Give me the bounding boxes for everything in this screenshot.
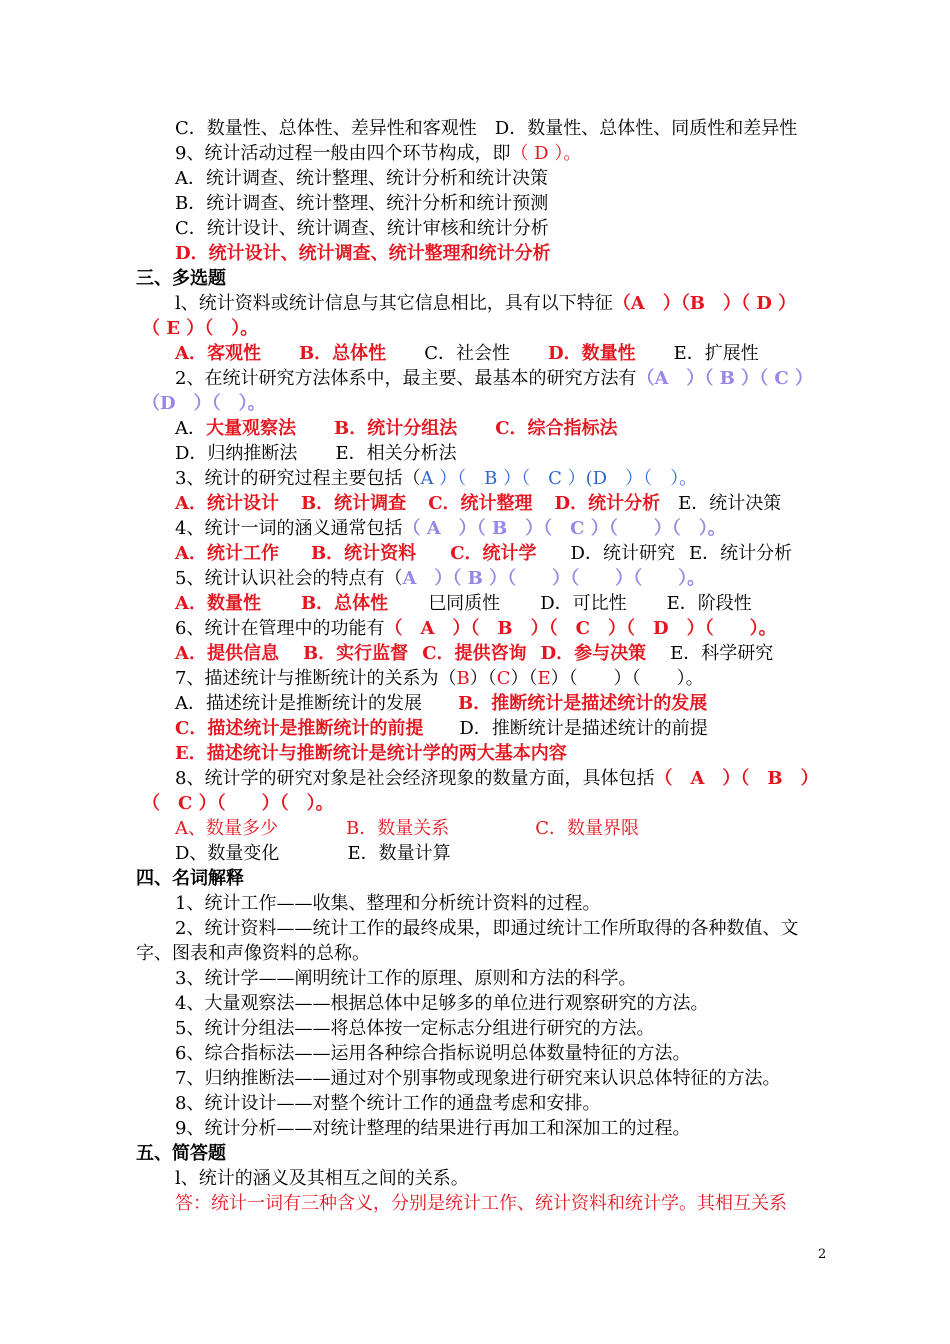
term-1: 1、统计工作——收集、整理和分析统计资料的过程。: [175, 893, 601, 914]
m7-stem: 7、描述统计与推断统计的关系为（B）（C）（E）（ ）（ ）。: [175, 668, 704, 689]
m7-option-e: E．描述统计与推断统计是统计学的两大基本内容: [175, 743, 567, 764]
m8-options-2: D、数量变化 E．数量计算: [175, 843, 451, 864]
q9-option-d: D．统计设计、统计调查、统计整理和统计分析: [175, 243, 551, 264]
q9-stem: 9、统计活动过程一般由四个环节构成，即（ D ）。: [175, 143, 582, 164]
q9-option-b: B．统计调查、统计整理、统汁分析和统计预测: [175, 193, 549, 214]
section-4-title: 四、名词解释: [136, 868, 244, 889]
m4-options: A．统计工作 B．统计资料 C．统计学 D．统计研究 E．统计分析: [175, 543, 793, 564]
q9-answer: （ D ）。: [510, 143, 582, 164]
s1-answer: 答：统计一词有三种含义，分别是统计工作、统计资料和统计学。其相互关系: [175, 1193, 787, 1214]
term-2-cont: 字、图表和声像资料的总称。: [136, 943, 370, 964]
m6-options: A．提供信息 B．实行监督 C．提供咨询 D．参与决策 E．科学研究: [175, 643, 774, 664]
term-5: 5、统计分组法——将总体按一定标志分组进行研究的方法。: [175, 1018, 655, 1039]
m7-options-cd: C．描述统计是推断统计的前提 D．推断统计是描述统计的前提: [175, 718, 708, 739]
m7-options-ab: A．描述统计是推断统计的发展 B．推断统计是描述统计的发展: [175, 693, 708, 714]
term-9: 9、统计分析——对统计整理的结果进行再加工和深加工的过程。: [175, 1118, 691, 1139]
q8-options-cd: C．数量性、总体性、差异性和客观性 D．数量性、总体性、同质性和差异性: [175, 118, 798, 139]
page-number: 2: [818, 1247, 827, 1262]
term-7: 7、归纳推断法——通过对个别事物或现象进行研究来认识总体特征的方法。: [175, 1068, 781, 1089]
m8-stem: 8、统计学的研究对象是社会经济现象的数量方面，具体包括（ A ）（ B ）: [175, 768, 819, 789]
m4-stem: 4、统计一词的涵义通常包括（ A ）（ B ）（ C ）（ ）（ ）。: [175, 518, 726, 539]
m3-stem: 3、统计的研究过程主要包括（A ）（ B ）（ C ）(D ）（ ）。: [175, 468, 698, 489]
term-8: 8、统计设计——对整个统计工作的通盘考虑和安排。: [175, 1093, 601, 1114]
section-5-title: 五、简答题: [136, 1143, 226, 1164]
m8-answer-cont: （ C ）（ ）（ ）。: [142, 793, 334, 814]
m6-stem: 6、统计在管理中的功能有（ A ）（ B ）（ C ）（ D ）（ ）。: [175, 618, 777, 639]
term-3: 3、统计学——阐明统计工作的原理、原则和方法的科学。: [175, 968, 637, 989]
term-4: 4、大量观察法——根据总体中足够多的单位进行观察研究的方法。: [175, 993, 709, 1014]
m2-options-2: D．归纳推断法 E．相关分析法: [175, 443, 457, 464]
term-2: 2、统计资料——统计工作的最终成果，即通过统计工作所取得的各种数值、文: [175, 918, 799, 939]
m1-answer-cont: （ E ）（ ）。: [142, 318, 259, 339]
q9-option-c: C．统计设计、统计调查、统计审核和统计分析: [175, 218, 549, 239]
term-6: 6、综合指标法——运用各种综合指标说明总体数量特征的方法。: [175, 1043, 691, 1064]
m2-options-1: A．大量观察法 B．统计分组法 C．综合指标法: [175, 418, 618, 439]
m5-stem: 5、统计认识社会的特点有（A ）（ B ）（ ）（ ）（ ）。: [175, 568, 706, 589]
m5-options: A．数量性 B．总体性 巳同质性 D．可比性 E．阶段性: [175, 593, 752, 614]
m3-options: A．统计设计 B．统计调查 C．统计整理 D．统计分析 E．统计决策: [175, 493, 782, 514]
m1-options: A．客观性 B．总体性 C．社会性 D．数量性 E．扩展性: [175, 343, 759, 364]
q9-option-a: A．统计调查、统计整理、统计分析和统计决策: [175, 168, 548, 189]
m2-answer-cont: （D ）（ ）。: [142, 393, 266, 414]
m1-stem: l、统计资料或统计信息与其它信息相比，具有以下特征（A ）（B ）（ D ）: [175, 293, 797, 314]
m2-stem: 2、在统计研究方法体系中，最主要、最基本的研究方法有（A ）（ B ）（ C ）: [175, 368, 814, 389]
m8-options-1: A、数量多少 B．数量关系 C．数量界限: [175, 818, 640, 839]
section-3-title: 三、多选题: [136, 268, 226, 289]
s1-question: l、统计的涵义及其相互之间的关系。: [175, 1168, 469, 1189]
